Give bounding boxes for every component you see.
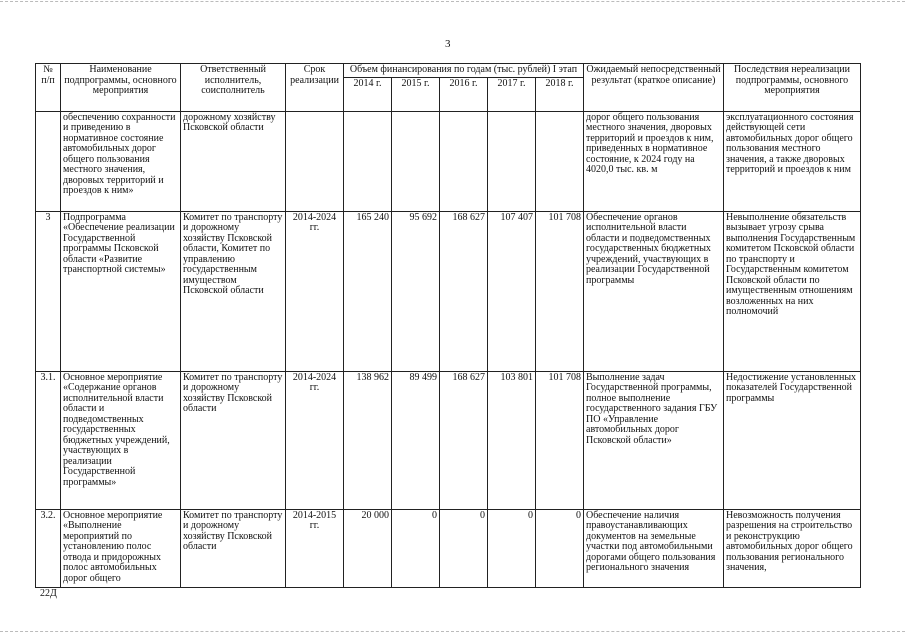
row-result: Обеспечение органов исполнительной власти области и подведомственных государственных бюджетных учреждений, участвующих в реализации Государственной программы — [584, 211, 724, 371]
row-consequences: Недостижение установленных показателей Государственной программы — [724, 371, 861, 509]
row-name: Основное мероприятие «Содержание органов исполнительной власти области и подведомственных государственных бюджетных учреждений, участвующих в реализации Государственной программы» — [61, 371, 181, 509]
row-value: 0 — [440, 509, 488, 587]
row-term — [286, 111, 344, 211]
row-consequences: Невыполнение обязательств вызывает угрозу срыва выполнения Государственным комитетом Псковской области по транспорту и Государственным комитетом Псковской области по имущественным отношениям возложенных на них полномочий — [724, 211, 861, 371]
row-num: 3.1. — [36, 371, 61, 509]
footer-code: 22Д — [40, 588, 57, 599]
row-value: 0 — [392, 509, 440, 587]
row-exec: дорожному хозяйству Псковской области — [181, 111, 286, 211]
row-value: 89 499 — [392, 371, 440, 509]
header-result: Ожидаемый непосредственный результат (краткое описание) — [584, 64, 724, 112]
row-value: 168 627 — [440, 371, 488, 509]
row-value: 107 407 — [488, 211, 536, 371]
row-value: 168 627 — [440, 211, 488, 371]
header-year: 2018 г. — [536, 77, 584, 111]
scan-edge-top — [0, 1, 905, 3]
page-number: 3 — [445, 38, 451, 50]
row-term: 2014-2024 гг. — [286, 211, 344, 371]
row-consequences: Невозможность получения разрешения на строительство и реконструкцию автомобильных дорог общего пользования регионального значения, — [724, 509, 861, 587]
row-num — [36, 111, 61, 211]
row-value: 0 — [536, 509, 584, 587]
row-value — [536, 111, 584, 211]
row-result: Выполнение задач Государственной программы, полное выполнение государственного задания ГБУ ПО «Управление автомобильных дорог Псковской области» — [584, 371, 724, 509]
row-name: Подпрограмма «Обеспечение реализации Государственной программы Псковской области «Развитие транспортной системы» — [61, 211, 181, 371]
row-value: 0 — [488, 509, 536, 587]
program-table — [35, 63, 861, 588]
row-value — [440, 111, 488, 211]
row-value: 95 692 — [392, 211, 440, 371]
header-year: 2014 г. — [344, 77, 392, 111]
row-num: 3.2. — [36, 509, 61, 587]
row-value — [392, 111, 440, 211]
header-year: 2015 г. — [392, 77, 440, 111]
row-exec: Комитет по транспорту и дорожному хозяйству Псковской области, Комитет по управлению государственным имуществом Псковской области — [181, 211, 286, 371]
header-year: 2016 г. — [440, 77, 488, 111]
header-consequences: Последствия нереализации подпрограммы, основного мероприятия — [724, 64, 861, 112]
header-funding: Объем финансирования по годам (тыс. рублей) I этап — [344, 64, 584, 78]
row-term: 2014-2024 гг. — [286, 371, 344, 509]
row-result: дорог общего пользования местного значения, дворовых территорий и проездов к ним, приведенных в нормативное состояние, к 2024 году на 4020,0 тыс. кв. м — [584, 111, 724, 211]
row-exec: Комитет по транспорту и дорожному хозяйству Псковской области — [181, 371, 286, 509]
row-value — [488, 111, 536, 211]
row-value: 101 708 — [536, 211, 584, 371]
scan-edge-bottom — [0, 631, 905, 633]
row-name: Основное мероприятие «Выполнение мероприятий по установлению полос отвода и придорожных полос автомобильных дорог общего — [61, 509, 181, 587]
header-row-1 — [36, 64, 861, 78]
row-value: 20 000 — [344, 509, 392, 587]
row-term: 2014-2015 гг. — [286, 509, 344, 587]
table-row — [36, 211, 861, 371]
header-year: 2017 г. — [488, 77, 536, 111]
row-result: Обеспечение наличия правоустанавливающих документов на земельные участки под автомобильными дорогами общего пользования регионального значения — [584, 509, 724, 587]
row-value: 138 962 — [344, 371, 392, 509]
row-consequences: эксплуатационного состояния действующей сети автомобильных дорог общего пользования местного значения, а также дворовых территорий и проездов к ним — [724, 111, 861, 211]
table-row — [36, 509, 861, 587]
header-exec: Ответственный исполнитель, соисполнитель — [181, 64, 286, 112]
header-name: Наименование подпрограммы, основного мероприятия — [61, 64, 181, 112]
row-value: 165 240 — [344, 211, 392, 371]
row-num: 3 — [36, 211, 61, 371]
header-num: № п/п — [36, 64, 61, 112]
header-term: Срок реализации — [286, 64, 344, 112]
table-row — [36, 111, 861, 211]
table-row — [36, 371, 861, 509]
row-value: 103 801 — [488, 371, 536, 509]
row-name: обеспечению сохранности и приведению в нормативное состояние автомобильных дорог общего пользования местного значения, дворовых территорий и проездов к ним» — [61, 111, 181, 211]
row-exec: Комитет по транспорту и дорожному хозяйству Псковской области — [181, 509, 286, 587]
row-value — [344, 111, 392, 211]
row-value: 101 708 — [536, 371, 584, 509]
